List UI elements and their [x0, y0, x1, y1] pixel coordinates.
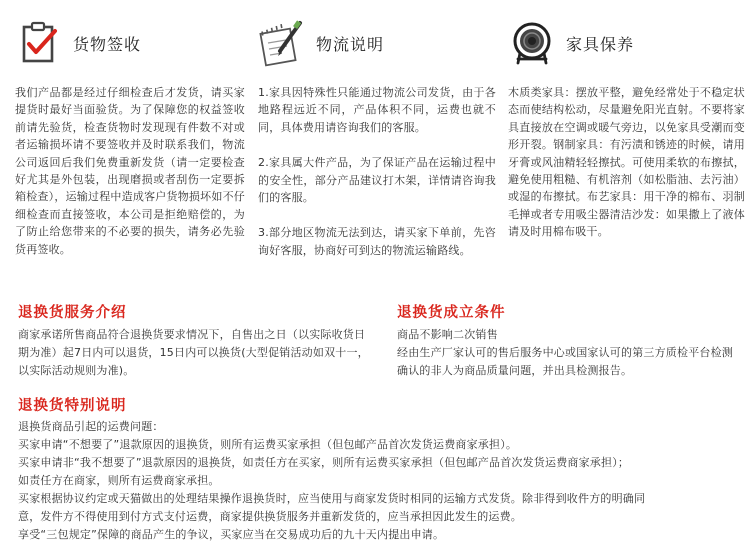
- conditions-text: [397, 326, 742, 380]
- special-line: 如责任方在商家，则所有运费商家承担。: [18, 474, 220, 487]
- care-header: [508, 12, 745, 74]
- inspect-header: [15, 12, 245, 74]
- special-line: 意，发件方不得使用到付方式支付运费，商家提供换货服务并重新发货的，应当承担因此发生的运费。: [18, 510, 522, 523]
- conditions-title: 退换货成立条件: [397, 305, 506, 321]
- special-title: 退换货特别说明: [18, 398, 127, 414]
- care-column: [508, 12, 745, 241]
- special-line: 买家申请非“我不想要了”退款原因的退换货，如责任方在买家，则所有运费买家承担（但包邮产品首次发货运费商家承担）；: [18, 456, 630, 469]
- care-title: 家具保养: [566, 34, 635, 54]
- logistics-column: [258, 12, 496, 277]
- logistics-list: [258, 84, 496, 259]
- inspect-title: 货物签收: [73, 34, 142, 54]
- special-line: 买家申请“不想要了”退款原因的退换货，则所有运费买家承担（但包邮产品首次发货运费商家承担）。: [18, 438, 518, 451]
- pen-notepad-icon: [258, 19, 306, 67]
- cable-reel-icon: [508, 19, 556, 67]
- care-text: 木质类家具：摆放平整，避免经常处于不稳定状态而使结构松动，尽量避免阳光直射。不要将家具直接放在空调或暖气旁边，以免家具受潮而变形开裂。钢制家具：有污渍和锈迹的时候，请用牙膏或风油精轻轻擦拭。可使用柔软的布擦拭，避免使用粗糙、有机溶剂（如松脂油、去污油）或湿的布擦拭。布艺家具：用干净的棉布、羽制毛掸或者专用吸尘器清洁沙发：如果撒上了液体请及时用棉布吸干。: [508, 86, 745, 239]
- special-text: [18, 418, 743, 544]
- logistics-header: [258, 12, 496, 74]
- checklist-icon: [15, 19, 63, 67]
- logistics-item: 2.家具属大件产品，为了保证产品在运输过程中的安全性，部分产品建议打木架，详情请咨询我们的客服。: [258, 156, 496, 205]
- conditions-line: 经由生产厂家认可的售后服务中心或国家认可的第三方质检平台检测确认的非人为商品质量问题，并出具检测报告。: [397, 346, 733, 377]
- conditions-line: 商品不影响二次销售: [397, 328, 498, 341]
- service-title: 退换货服务介绍: [18, 305, 127, 321]
- inspect-text: 我们产品都是经过仔细检查后才发货，请买家提货时最好当面验货。为了保障您的权益签收前请先验货，检查货物时发现现有件数不对或者运输损坏请不要签收并及时联系我们，物流公司返回后我们免费重新发货（请一定要检查好尤其是外包装，出现磨损或者刮伤一定要拆箱检查），运输过程中造成客户货物损坏如不仔细检查而直接签收，本公司是拒绝赔偿的，为了防止给您带来的不必要的损失，请务必先验货再签收。: [15, 86, 245, 256]
- special-line: 退换货商品引起的运费问题：: [18, 420, 164, 433]
- inspect-column: [15, 12, 245, 258]
- special-line: 享受“三包规定”保障的商品产生的争议，买家应当在交易成功后的九十天内提出申请。: [18, 528, 445, 541]
- logistics-item: 1.家具因特殊性只能通过物流公司发货，由于各地路程远近不同，产品体积不同，运费也就不同，具体费用请咨询我们的客服。: [258, 86, 496, 134]
- logistics-item: 3.部分地区物流无法到达，请买家下单前，先咨询好客服，协商好可到达的物流运输路线。: [258, 226, 496, 257]
- service-text: 商家承诺所售商品符合退换货要求情况下，自售出之日（以实际收货日期为准）起7日内可以退货，15日内可以换货(大型促销活动如双十一，以实际活动规则为准)。: [18, 328, 369, 377]
- logistics-title: 物流说明: [316, 34, 385, 54]
- special-line: 买家根据协议约定或天猫做出的处理结果操作退换货时，应当使用与商家发货时相同的运输方式发货。除非得到收件方的明确同: [18, 492, 646, 505]
